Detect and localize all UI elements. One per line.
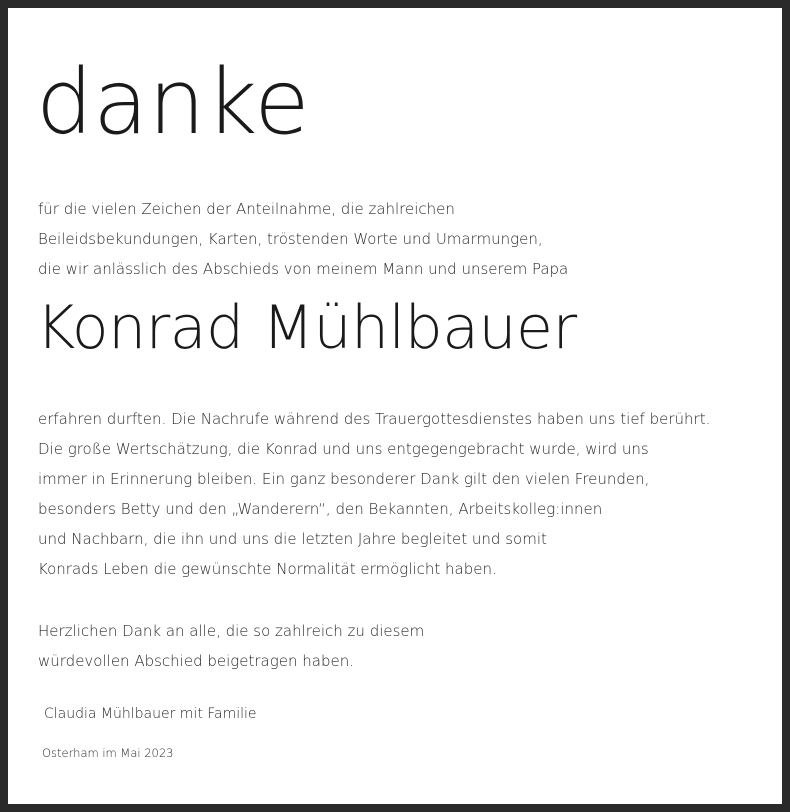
intro-paragraph — [38, 194, 568, 284]
thanks-line: würdevollen Abschied beigetragen haben. — [38, 652, 354, 670]
heading: danke — [36, 50, 310, 155]
body-line: erfahren durften. Die Nachrufe während des Trauergottesdienstes haben uns tief berührt. — [38, 410, 711, 428]
body-line: besonders Betty und den „Wanderern“, den Bekannten, Arbeitskolleg:innen — [38, 500, 603, 518]
intro-line: Beileidsbekundungen, Karten, tröstenden Worte und Umarmungen, — [38, 230, 543, 248]
deceased-name: Konrad Mühlbauer — [36, 293, 577, 363]
body-paragraph — [38, 404, 710, 584]
thanks-paragraph — [38, 616, 424, 676]
place-date: Osterham im Mai 2023 — [42, 746, 174, 760]
body-line: Konrads Leben die gewünschte Normalität ermöglicht haben. — [38, 560, 497, 578]
body-line: und Nachbarn, die ihn und uns die letzten Jahre begleitet und somit — [38, 530, 547, 548]
intro-line: die wir anlässlich des Abschieds von meinem Mann und unserem Papa — [38, 260, 569, 278]
signature: Claudia Mühlbauer mit Familie — [44, 706, 257, 722]
thanks-line: Herzlichen Dank an alle, die so zahlreich zu diesem — [38, 622, 425, 640]
body-line: Die große Wertschätzung, die Konrad und uns entgegengebracht wurde, wird uns — [38, 440, 649, 458]
intro-line: für die vielen Zeichen der Anteilnahme, die zahlreichen — [38, 200, 455, 218]
body-line: immer in Erinnerung bleiben. Ein ganz besonderer Dank gilt den vielen Freunden, — [38, 470, 650, 488]
